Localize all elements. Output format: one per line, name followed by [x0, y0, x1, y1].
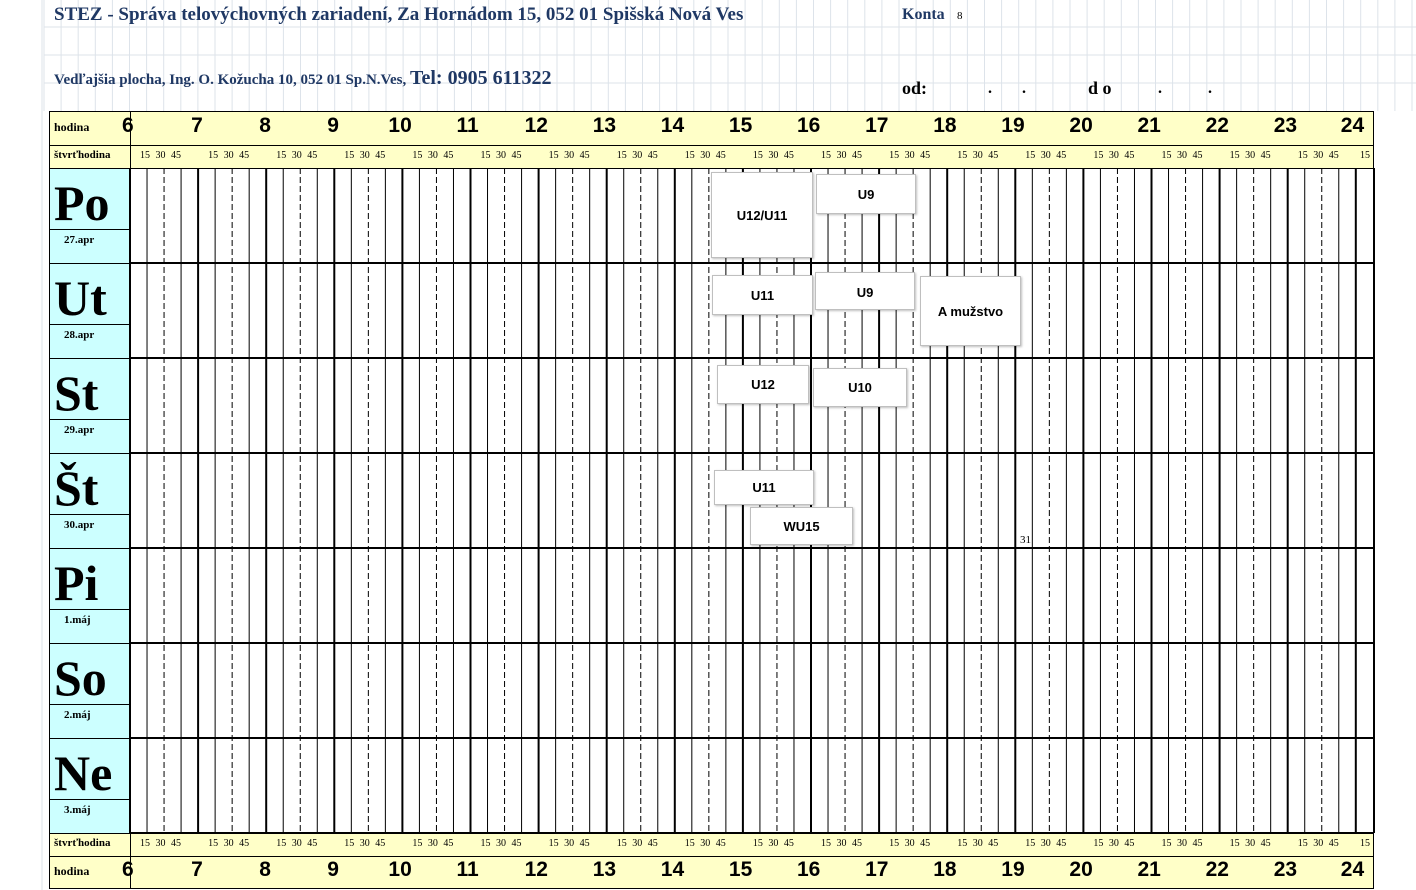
- quarter-number: 45: [715, 150, 726, 161]
- quarter-number: 30: [1040, 150, 1051, 161]
- day-cell: [49, 168, 130, 264]
- quarter-number: 45: [647, 150, 658, 161]
- quarter-number: 15: [1025, 150, 1036, 161]
- hour-number: 10: [388, 858, 412, 881]
- quarter-number: 45: [307, 838, 318, 849]
- quarter-number: 30: [972, 150, 983, 161]
- quarter-number: 45: [920, 838, 931, 849]
- quarter-number: 15: [276, 838, 287, 849]
- day-date: 1.máj: [64, 614, 91, 626]
- hour-number: 16: [797, 858, 821, 881]
- hour-number: 18: [933, 114, 957, 137]
- quarter-number: 30: [427, 150, 438, 161]
- quarter-number: 15: [208, 150, 219, 161]
- quarter-number: 30: [496, 150, 506, 161]
- quarter-number: 45: [852, 838, 862, 849]
- quarter-number: 30: [700, 150, 711, 161]
- quarter-number: 15: [821, 838, 831, 849]
- quarter-number: 45: [307, 150, 318, 161]
- day-name: Št: [54, 460, 99, 516]
- quarter-number: 30: [291, 150, 302, 161]
- hour-number: 19: [1001, 858, 1025, 881]
- quarter-number: 45: [1192, 150, 1203, 161]
- quarter-number: 30: [836, 838, 847, 849]
- quarter-number: 45: [1124, 838, 1135, 849]
- quarter-number: 45: [171, 150, 181, 161]
- day-name: Ne: [54, 745, 113, 801]
- quarter-number: 45: [1056, 838, 1067, 849]
- quarter-row-label: štvrťhodina: [54, 836, 111, 849]
- day-cell: [49, 643, 130, 739]
- event-block[interactable]: U10: [813, 368, 907, 407]
- quarter-number: 15: [276, 150, 287, 161]
- quarter-number: 30: [972, 838, 983, 849]
- quarter-number: 30: [1108, 150, 1119, 161]
- quarter-number: 15: [1161, 150, 1172, 161]
- quarter-number: 30: [904, 838, 915, 849]
- day-date-cell: [50, 799, 129, 834]
- quarter-number: 45: [715, 838, 726, 849]
- quarter-number: 15: [752, 838, 763, 849]
- quarter-number: 15: [1229, 150, 1240, 161]
- konta-value: 8: [957, 10, 963, 22]
- quarter-number: 30: [632, 838, 643, 849]
- quarter-number: 45: [443, 838, 454, 849]
- day-date: 3.máj: [64, 804, 91, 816]
- quarter-number: 15: [1161, 838, 1172, 849]
- quarter-number: 15: [889, 150, 900, 161]
- day-name: Pi: [54, 555, 99, 611]
- quarter-number: 30: [427, 838, 438, 849]
- day-date: 28.apr: [64, 329, 95, 341]
- quarter-number: 15: [140, 838, 150, 849]
- quarter-number: 15: [684, 150, 695, 161]
- facility-address: [54, 67, 551, 90]
- quarter-number: 15: [821, 150, 831, 161]
- hour-number: 15: [728, 858, 753, 881]
- event-block[interactable]: U9: [816, 174, 916, 214]
- day-date: 29.apr: [64, 424, 95, 436]
- hour-number: 24: [1340, 114, 1365, 137]
- day-cell: [49, 358, 130, 454]
- day-date-cell: [50, 324, 129, 359]
- day-cell: [49, 453, 130, 549]
- quarter-number: 45: [988, 150, 999, 161]
- quarter-number: 30: [1245, 838, 1256, 849]
- quarter-number: 15: [1360, 150, 1370, 161]
- day-cell: [49, 548, 130, 644]
- quarter-number: 30: [1040, 838, 1051, 849]
- quarter-number: 45: [988, 838, 999, 849]
- quarter-number: 45: [920, 150, 931, 161]
- day-date: 30.apr: [64, 519, 95, 531]
- hour-number: 11: [456, 114, 479, 137]
- event-block[interactable]: U11: [712, 275, 813, 315]
- hour-number: 11: [456, 858, 479, 881]
- quarter-number: 15: [957, 150, 968, 161]
- hour-number: 8: [259, 114, 271, 137]
- quarter-number: 15: [684, 838, 695, 849]
- quarter-number: 30: [496, 838, 506, 849]
- event-block[interactable]: WU15: [750, 507, 853, 545]
- quarter-number: 15: [480, 838, 491, 849]
- event-block[interactable]: U12/U11: [711, 172, 813, 258]
- hour-number: 6: [122, 114, 134, 137]
- quarter-number: 30: [359, 838, 370, 849]
- hour-number: 14: [660, 114, 685, 137]
- quarter-number: 45: [443, 150, 454, 161]
- day-date-cell: [50, 419, 129, 454]
- event-block[interactable]: U9: [815, 272, 915, 310]
- hour-number: 14: [660, 858, 685, 881]
- quarter-number: 30: [1177, 838, 1187, 849]
- day-date-cell: [50, 514, 129, 549]
- quarter-number: 45: [1124, 150, 1135, 161]
- quarter-number: 30: [1313, 838, 1324, 849]
- day-name: Po: [54, 175, 110, 231]
- quarter-number: 45: [1328, 838, 1339, 849]
- quarter-number: 30: [1245, 150, 1256, 161]
- hour-number: 22: [1205, 114, 1229, 137]
- quarter-number: 15: [548, 838, 559, 849]
- from-date-dot: .: [988, 80, 992, 97]
- quarter-number: 15: [752, 150, 763, 161]
- hour-number: 17: [865, 858, 889, 881]
- facility-phone: Tel: 0905 611322: [409, 67, 552, 89]
- hour-number: 21: [1137, 114, 1161, 137]
- day-date-cell: [50, 609, 129, 644]
- facility-address-text: Vedľajšia plocha, Ing. O. Kožucha 10, 052 01 Sp.N.Ves,: [54, 72, 407, 88]
- hour-number: 23: [1273, 114, 1298, 137]
- event-block[interactable]: U12: [717, 365, 809, 404]
- day-name: So: [54, 650, 107, 706]
- hour-number: 22: [1205, 858, 1229, 881]
- day-name: Ut: [54, 270, 107, 326]
- quarter-number: 45: [239, 150, 250, 161]
- quarter-number: 15: [480, 150, 491, 161]
- quarter-number: 30: [155, 838, 166, 849]
- event-block[interactable]: A mužstvo: [920, 276, 1021, 346]
- to-date-dot: .: [1208, 80, 1212, 97]
- day-name: St: [54, 365, 99, 421]
- quarter-number: 30: [836, 150, 847, 161]
- quarter-number: 15: [548, 150, 559, 161]
- hour-number: 8: [259, 858, 271, 881]
- hour-row-label: hodina: [54, 864, 90, 878]
- hour-number: 13: [592, 114, 617, 137]
- quarter-number: 15: [412, 838, 423, 849]
- quarter-number: 15: [1025, 838, 1036, 849]
- hour-number: 7: [191, 858, 203, 881]
- quarter-number: 30: [291, 838, 302, 849]
- quarter-number: 15: [616, 838, 627, 849]
- hour-number: 15: [728, 114, 753, 137]
- hour-number: 9: [327, 114, 339, 137]
- day-date: 27.apr: [64, 234, 95, 246]
- hour-number: 18: [933, 858, 957, 881]
- quarter-number: 45: [375, 150, 386, 161]
- quarter-number: 45: [171, 838, 181, 849]
- quarter-number: 30: [904, 150, 915, 161]
- event-block[interactable]: U11: [714, 470, 814, 505]
- konta-label: Konta: [902, 6, 945, 23]
- quarter-number: 45: [511, 150, 522, 161]
- from-date-dot: .: [1022, 80, 1026, 97]
- quarter-number: 30: [359, 150, 370, 161]
- quarter-number: 45: [579, 838, 590, 849]
- hour-number: 20: [1069, 114, 1093, 137]
- hour-number: 23: [1273, 858, 1298, 881]
- quarter-number: 45: [647, 838, 658, 849]
- hour-number: 12: [524, 858, 548, 881]
- hour-number: 6: [122, 858, 134, 881]
- day-date-cell: [50, 229, 129, 264]
- quarter-number: 15: [1093, 838, 1104, 849]
- quarter-number: 15: [1297, 838, 1308, 849]
- quarter-number: 30: [1108, 838, 1119, 849]
- hour-number: 17: [865, 114, 889, 137]
- quarter-number: 45: [1260, 838, 1271, 849]
- hour-number: 21: [1137, 858, 1161, 881]
- quarter-number: 30: [223, 838, 234, 849]
- day-cell: [49, 738, 130, 834]
- quarter-number: 45: [783, 838, 794, 849]
- quarter-number: 15: [889, 838, 900, 849]
- hour-number: 7: [191, 114, 203, 137]
- day-cell: [49, 263, 130, 359]
- hour-number: 12: [524, 114, 548, 137]
- quarter-row-label: štvrťhodina: [54, 148, 111, 161]
- quarter-number: 30: [768, 838, 779, 849]
- quarter-number: 45: [1192, 838, 1203, 849]
- quarter-number: 45: [511, 838, 522, 849]
- quarter-number: 30: [1177, 150, 1187, 161]
- quarter-number: 30: [768, 150, 779, 161]
- hour-row-label: hodina: [54, 120, 90, 134]
- quarter-number: 15: [1093, 150, 1104, 161]
- quarter-number: 45: [579, 150, 590, 161]
- hour-number: 10: [388, 114, 412, 137]
- quarter-number: 45: [1328, 150, 1339, 161]
- quarter-number: 15: [616, 150, 627, 161]
- day-date-cell: [50, 704, 129, 739]
- quarter-number: 45: [783, 150, 794, 161]
- quarter-number: 45: [1260, 150, 1271, 161]
- quarter-number: 45: [239, 838, 250, 849]
- hour-number: 16: [797, 114, 821, 137]
- quarter-number: 15: [957, 838, 968, 849]
- quarter-number: 15: [1360, 838, 1370, 849]
- quarter-number: 30: [564, 150, 575, 161]
- day-date: 2.máj: [64, 709, 91, 721]
- quarter-number: 45: [1056, 150, 1067, 161]
- stray-cell-value: 31: [1020, 534, 1031, 546]
- quarter-number: 15: [344, 150, 355, 161]
- hour-number: 9: [327, 858, 339, 881]
- quarter-number: 30: [155, 150, 166, 161]
- quarter-number: 15: [344, 838, 355, 849]
- page-title: STEZ - Správa telovýchovných zariadení, Za Hornádom 15, 052 01 Spišská Nová Ves: [54, 4, 744, 25]
- quarter-number: 30: [223, 150, 234, 161]
- hour-number: 19: [1001, 114, 1025, 137]
- quarter-number: 15: [140, 150, 150, 161]
- hour-number: 20: [1069, 858, 1093, 881]
- quarter-number: 30: [632, 150, 643, 161]
- quarter-number: 30: [1313, 150, 1324, 161]
- quarter-number: 15: [412, 150, 423, 161]
- quarter-number: 45: [375, 838, 386, 849]
- hour-number: 24: [1340, 858, 1365, 881]
- quarter-number: 45: [852, 150, 862, 161]
- from-date-label: od:: [902, 78, 928, 98]
- quarter-number: 15: [1229, 838, 1240, 849]
- quarter-number: 30: [700, 838, 711, 849]
- to-date-dot: .: [1158, 80, 1162, 97]
- quarter-number: 30: [564, 838, 575, 849]
- quarter-number: 15: [208, 838, 219, 849]
- hour-number: 13: [592, 858, 617, 881]
- quarter-number: 15: [1297, 150, 1308, 161]
- to-date-label: d o: [1088, 78, 1112, 98]
